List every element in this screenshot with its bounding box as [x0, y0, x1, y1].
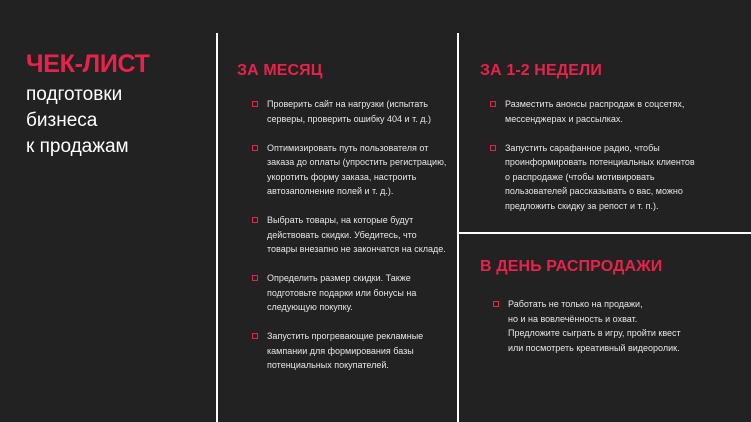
section-month	[237, 61, 452, 370]
checkbox-square-icon	[490, 145, 496, 151]
checkbox-square-icon	[252, 217, 258, 223]
item-line: пользователей рассказывать о вас, можно	[505, 186, 683, 196]
item-line: о распродаже (чтобы мотивировать	[505, 171, 655, 182]
checkbox-square-icon	[252, 275, 258, 281]
checklist	[493, 297, 733, 355]
item-line: Определить размер скидки. Также	[267, 273, 411, 283]
checklist-item	[490, 97, 730, 126]
item-line: Запустить прогревающие рекламные	[267, 331, 424, 341]
checklist-item	[490, 141, 730, 214]
checkbox-square-icon	[252, 101, 258, 107]
divider-horizontal	[459, 232, 751, 234]
item-line: потенциальных покупателей.	[267, 360, 389, 370]
divider-vertical-left	[216, 33, 218, 422]
item-line: кампании для формирования базы	[267, 345, 414, 356]
title-block	[26, 50, 211, 160]
item-line: Запустить сарафанное радио, чтобы	[505, 142, 660, 153]
subtitle-line: к продажам	[26, 136, 129, 157]
section-heading: В ДЕНЬ РАСПРОДАЖИ	[480, 258, 663, 275]
item-line: но и на вовлечённость и охват.	[508, 313, 638, 324]
item-line: Разместить анонсы распродаж в соцсетях,	[505, 99, 685, 109]
item-line: Работать не только на продажи,	[508, 299, 643, 309]
item-line: следующую покупку.	[267, 302, 353, 312]
checklist	[490, 97, 730, 228]
section-weeks	[480, 61, 740, 211]
item-line: Оптимизировать путь пользователя от	[267, 142, 429, 153]
item-line: мессенджерах и рассылках.	[505, 113, 623, 124]
item-line: серверы, проверить ошибку 404 и т. д.)	[267, 113, 431, 124]
item-line: автозаполнение полей и т. д.).	[267, 186, 394, 196]
page-title: ЧЕК-ЛИСТ	[26, 50, 150, 78]
checklist-item	[252, 213, 452, 257]
item-line: заказа до оплаты (упростить регистрацию,	[267, 157, 447, 167]
checkbox-square-icon	[493, 301, 499, 307]
checkbox-square-icon	[252, 333, 258, 339]
checkbox-square-icon	[252, 145, 258, 151]
checklist-item	[252, 97, 452, 126]
item-line: предложить скидку за репост и т. п.).	[505, 200, 659, 211]
item-line: подготовьте подарки или бонусы на	[267, 287, 417, 298]
item-line: или посмотреть креативный видеоролик.	[508, 342, 680, 353]
section-sale-day	[480, 257, 740, 353]
checklist-item	[252, 271, 452, 315]
item-line: укоротить форму заказа, настроить	[267, 171, 417, 182]
checklist	[252, 97, 452, 387]
divider-vertical-right	[457, 33, 459, 422]
item-line: Проверить сайт на нагрузки (испытать	[267, 99, 428, 109]
subtitle-line: бизнеса	[26, 110, 98, 131]
checkbox-square-icon	[490, 101, 496, 107]
item-line: проинформировать потенциальных клиентов	[505, 157, 695, 167]
section-heading: ЗА 1-2 НЕДЕЛИ	[480, 62, 602, 79]
item-line: Предложите сыграть в игру, пройти квест	[508, 328, 681, 338]
checklist-item	[252, 329, 452, 373]
item-line: товары внезапно не закончатся на складе.	[267, 244, 446, 254]
checklist-item	[493, 297, 733, 355]
item-line: действовать скидки. Убедитесь, что	[267, 229, 417, 240]
subtitle-line: подготовки	[26, 84, 123, 105]
checklist-item	[252, 141, 452, 199]
section-heading: ЗА МЕСЯЦ	[237, 62, 323, 79]
page-subtitle	[26, 82, 211, 160]
item-line: Выбрать товары, на которые будут	[267, 215, 414, 225]
